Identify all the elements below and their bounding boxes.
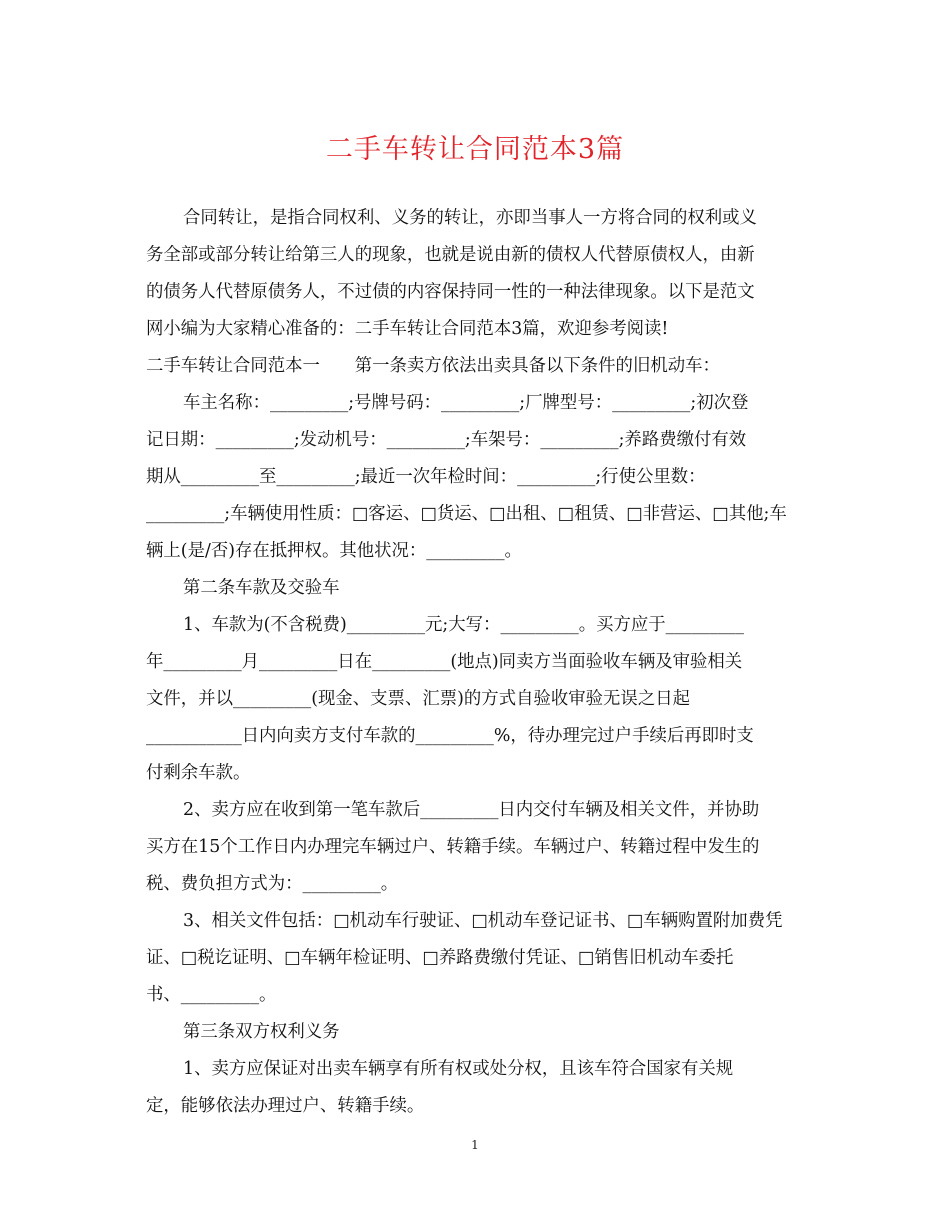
text-line: _________;车辆使用性质：□客运、□货运、□出租、□租赁、□非营运、□其他;车 [146,504,787,524]
text-line: ___________日内向卖方支付车款的_________%，待办理完过户手续后再即时支 [146,726,754,746]
text-line: 文件，并以_________(现金、支票、汇票)的方式自验收审验无误之日起 [146,689,690,709]
text-line: 车主名称：_________;号牌号码：_________;厂牌型号：_________;初次登 [183,393,749,413]
section-heading: 第二条车款及交验车 [183,578,340,598]
section-heading: 第三条双方权利义务 [183,1022,340,1042]
text-line: 1、车款为(不含税费)_________元;大写：_________。买方应于_________ [183,615,744,635]
text-line: 年_________月_________日在_________(地点)同卖方当面验收车辆及审验相关 [146,652,743,672]
text-line: 证、□税讫证明、□车辆年检证明、□养路费缴付凭证、□销售旧机动车委托 [146,948,734,968]
text-line: 务全部或部分转让给第三人的现象，也就是说由新的债权人代替原债权人，由新 [146,245,755,265]
text-line: 税、费负担方式为：_________。 [146,874,399,894]
text-line: 合同转让，是指合同权利、义务的转让，亦即当事人一方将合同的权利或义 [183,208,757,228]
text-line: 定，能够依法办理过户、转籍手续。 [146,1096,425,1116]
text-line: 二手车转让合同范本一 第一条卖方依法出卖具备以下条件的旧机动车： [146,356,720,376]
text-line: 期从_________至_________;最近一次年检时间：_________;行使公里数： [146,467,706,487]
text-line: 1、卖方应保证对出卖车辆享有所有权或处分权，且该车符合国家有关规 [183,1059,734,1079]
text-line: 书、_________。 [146,985,277,1005]
text-line: 3、相关文件包括：□机动车行驶证、□机动车登记证书、□车辆购置附加费凭 [183,911,783,931]
text-line: 辆上(是/否)存在抵押权。其他状况：_________。 [146,541,522,561]
text-line: 网小编为大家精心准备的：二手车转让合同范本3篇，欢迎参考阅读! [146,319,669,339]
page-number: 1 [471,1138,479,1152]
text-line: 记日期：_________;发动机号：_________;车架号：_________;养路费缴付有效 [146,430,747,450]
text-line: 的债务人代替原债务人，不过债的内容保持同一性的一种法律现象。以下是范文 [146,282,755,302]
text-line: 付剩余车款。 [146,763,251,783]
text-line: 买方在15个工作日内办理完车辆过户、转籍手续。车辆过户、转籍过程中发生的 [146,837,760,857]
document-title: 二手车转让合同范本3篇 [325,134,625,165]
text-line: 2、卖方应在收到第一笔车款后_________日内交付车辆及相关文件，并协助 [183,800,760,820]
